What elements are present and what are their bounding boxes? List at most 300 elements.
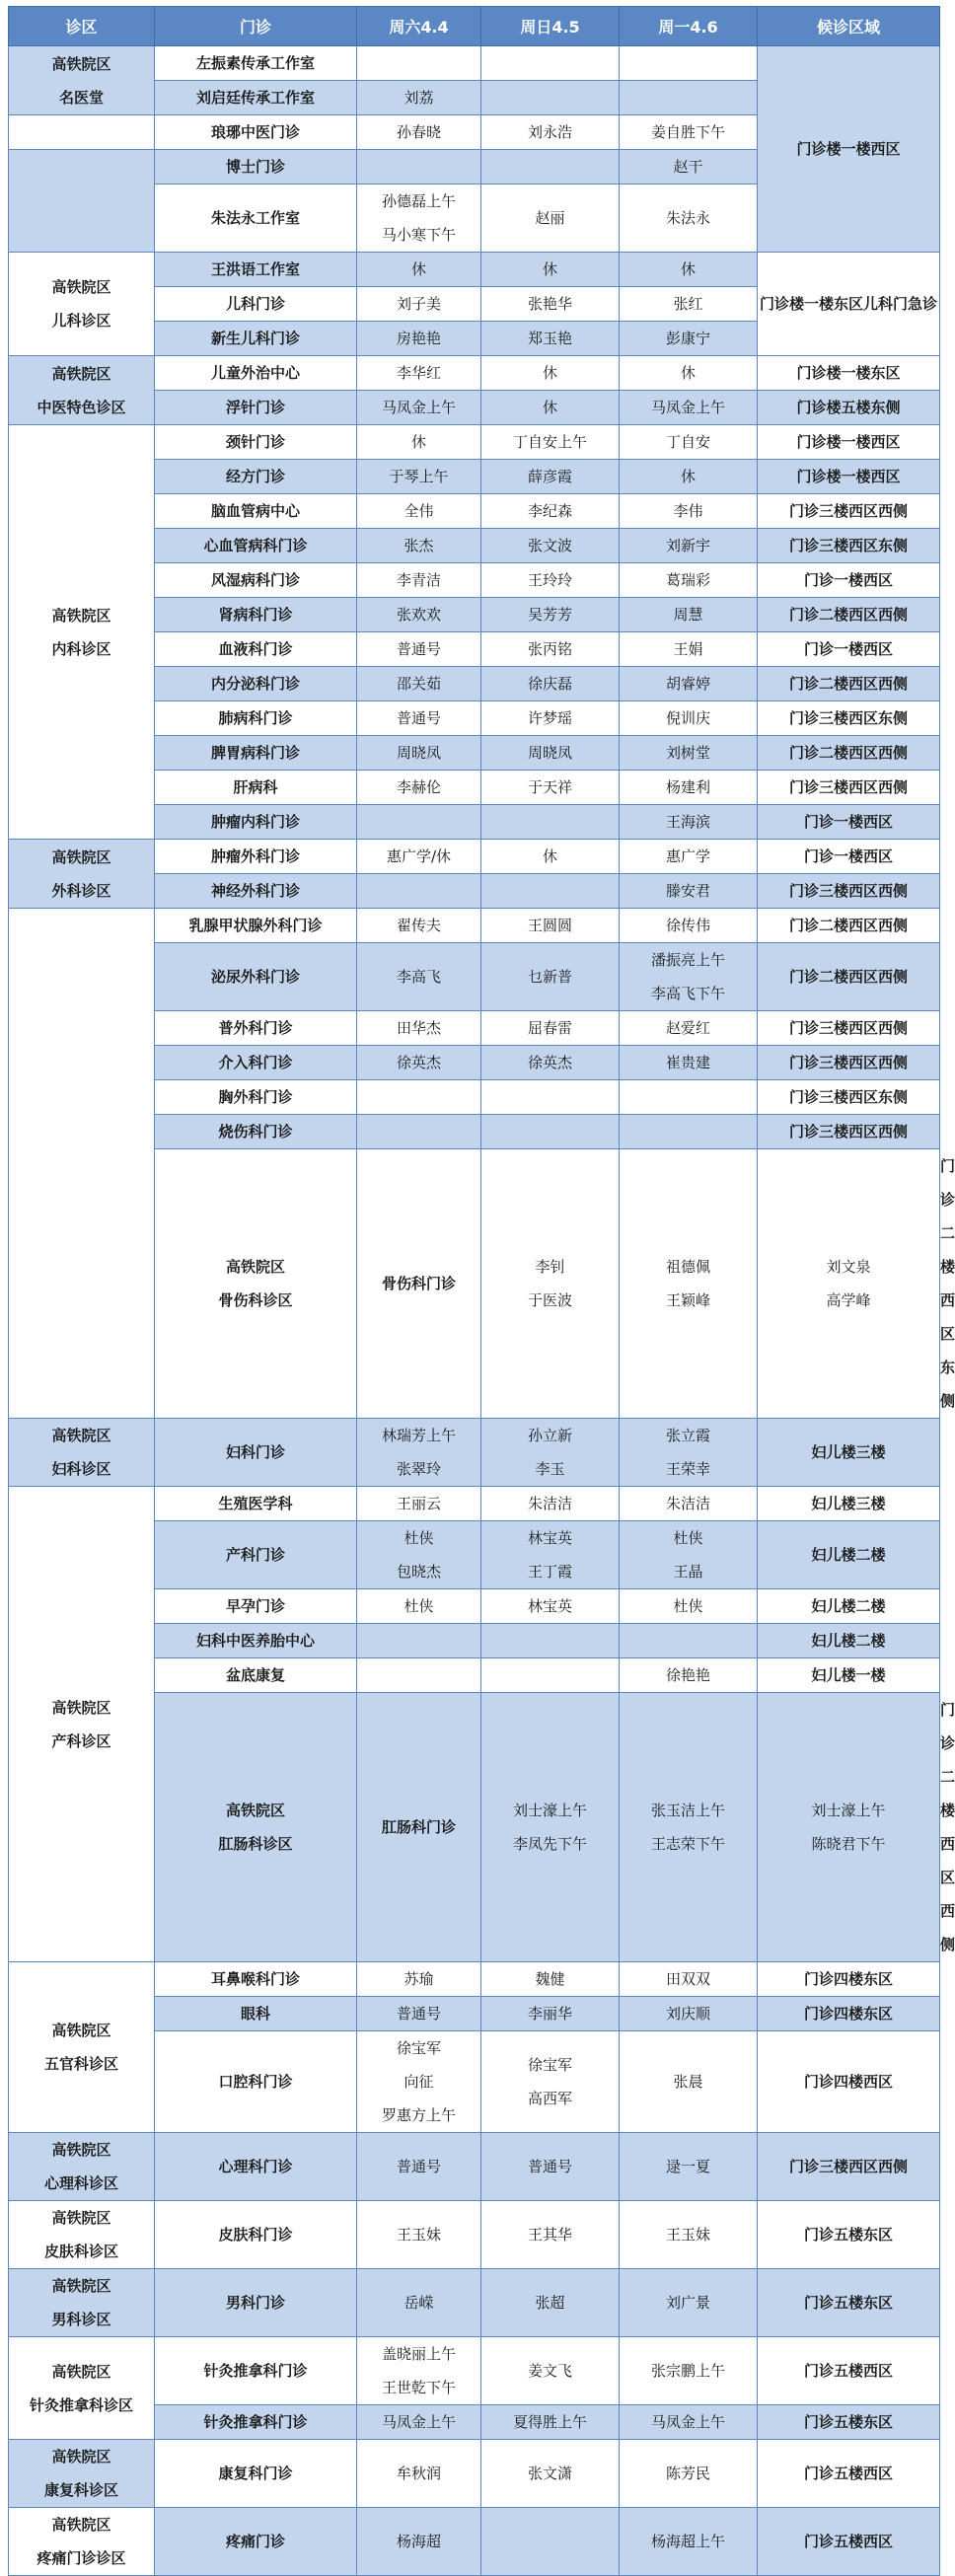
doctor-name: 林瑞芳上午 xyxy=(381,1427,456,1444)
doctor-name: 周慧 xyxy=(673,606,703,624)
table-row: 高铁院区 肛肠科诊区 肛肠科门诊 刘士濠上午 李凤先下午 张玉洁上午 王志荣下午 刘士濠上午 陈晓君下午 门诊二楼西区西侧 xyxy=(9,1693,940,1962)
header-mon: 周一4.6 xyxy=(620,7,758,46)
sat-doctor-cell xyxy=(357,1419,481,1487)
sat-doctor-cell xyxy=(357,598,481,632)
table-row xyxy=(9,2133,940,2201)
doctor-name: 马小寒下午 xyxy=(381,226,456,244)
doctor-name: 杨建利 xyxy=(665,778,710,796)
clinic-name: 针灸推拿科门诊 xyxy=(155,2337,357,2405)
waiting-area-cell: 门诊四楼西区 xyxy=(758,2031,940,2133)
waiting-area-cell: 门诊二楼西区西侧 xyxy=(758,943,940,1011)
doctor-name: 马凤金上午 xyxy=(650,399,725,416)
zone-cell xyxy=(9,150,155,253)
zone-label: 骨伤科诊区 xyxy=(218,1291,293,1309)
zone-cell xyxy=(9,46,155,115)
doctor-name: 徐英杰 xyxy=(396,1054,441,1071)
doctor-name: 张红 xyxy=(673,295,703,313)
doctor-name: 李伟 xyxy=(673,502,703,520)
table-row xyxy=(9,909,940,943)
table-row xyxy=(9,1419,940,1487)
zone-label: 产科诊区 xyxy=(51,1731,111,1750)
doctor-name: 王玉妹 xyxy=(665,2226,710,2244)
doctor-name: 刘士濠上午 xyxy=(811,1802,886,1819)
zone-cell xyxy=(9,1419,155,1487)
clinic-name: 肿瘤外科门诊 xyxy=(155,840,357,874)
doctor-name: 休 xyxy=(680,364,696,382)
doctor-name: 夏得胜上午 xyxy=(512,2413,587,2431)
clinic-name: 疼痛门诊 xyxy=(155,2508,357,2576)
mon-doctor-cell xyxy=(620,2133,758,2201)
sat-doctor-cell xyxy=(357,1624,481,1658)
doctor-name xyxy=(481,874,619,908)
mon-doctor-cell xyxy=(620,356,758,391)
doctor-name: 李高飞 xyxy=(396,968,441,986)
waiting-area-cell: 门诊楼一楼西区 xyxy=(758,46,940,253)
sun-doctor-cell xyxy=(481,2269,620,2337)
doctor-name: 王荣幸 xyxy=(665,1460,710,1478)
sun-doctor-cell xyxy=(481,701,620,736)
mon-doctor-cell xyxy=(620,425,758,460)
sat-doctor-cell xyxy=(357,771,481,805)
sat-doctor-cell xyxy=(357,460,481,494)
zone-label: 内科诊区 xyxy=(51,639,111,658)
doctor-name: 杨海超上午 xyxy=(650,2533,725,2550)
zone-label xyxy=(9,115,154,149)
doctor-name: 休 xyxy=(542,847,557,865)
sat-doctor-cell xyxy=(357,391,481,425)
sun-doctor-cell xyxy=(481,736,620,771)
sun-doctor-cell xyxy=(481,1658,620,1693)
sat-doctor-cell xyxy=(357,1080,481,1115)
doctor-name: 张玉洁上午 xyxy=(650,1802,725,1819)
clinic-name: 妇科门诊 xyxy=(155,1419,357,1487)
sat-doctor-cell xyxy=(357,115,481,150)
doctor-name: 孙德磊上午 xyxy=(381,192,456,210)
zone-label: 儿科诊区 xyxy=(51,312,111,330)
table-row xyxy=(9,2440,940,2508)
doctor-name: 田双双 xyxy=(665,1970,710,1988)
zone-label: 高铁院区 xyxy=(51,2448,111,2466)
sun-doctor-cell xyxy=(481,909,620,943)
zone-cell xyxy=(9,253,155,356)
zone-label: 高铁院区 xyxy=(51,847,111,866)
zone-label: 康复科诊区 xyxy=(43,2481,118,2499)
mon-doctor-cell xyxy=(620,1419,758,1487)
doctor-name: 逯一夏 xyxy=(665,2158,710,2175)
sun-doctor-cell xyxy=(481,1115,620,1149)
zone-cell xyxy=(9,2269,155,2337)
zone-label: 皮肤科诊区 xyxy=(43,2243,118,2260)
zone-label: 名医堂 xyxy=(58,88,104,107)
mon-doctor-cell xyxy=(620,1080,758,1115)
waiting-area-cell: 门诊一楼西区 xyxy=(758,632,940,667)
doctor-name xyxy=(481,81,619,114)
sun-doctor-cell xyxy=(481,2508,620,2576)
sat-doctor-cell xyxy=(357,1011,481,1046)
clinic-name: 肿瘤内科门诊 xyxy=(155,805,357,840)
header-zone: 诊区 xyxy=(9,7,155,46)
clinic-name: 肛肠科门诊 xyxy=(357,1693,481,1962)
sun-doctor-cell xyxy=(481,425,620,460)
doctor-name: 乜新普 xyxy=(527,968,572,986)
doctor-name: 郑玉艳 xyxy=(527,330,572,347)
mon-doctor-cell xyxy=(620,840,758,874)
waiting-area-cell: 门诊四楼东区 xyxy=(758,1962,940,1997)
doctor-name: 赵干 xyxy=(673,158,703,176)
waiting-area-cell: 门诊一楼西区 xyxy=(758,840,940,874)
doctor-name: 林宝英 xyxy=(527,1529,572,1547)
waiting-area-cell: 门诊三楼西区西侧 xyxy=(758,494,940,529)
doctor-name xyxy=(357,150,480,184)
doctor-name: 盖晓丽上午 xyxy=(381,2345,456,2363)
mon-doctor-cell xyxy=(620,494,758,529)
sat-doctor-cell xyxy=(357,150,481,184)
doctor-name: 马凤金上午 xyxy=(650,2413,725,2431)
sat-doctor-cell xyxy=(357,2440,481,2508)
doctor-name: 张晨 xyxy=(673,2073,703,2091)
doctor-name: 休 xyxy=(542,364,557,382)
waiting-area-cell: 门诊三楼西区东侧 xyxy=(758,1080,940,1115)
table-row xyxy=(9,2201,940,2269)
doctor-name: 刘文泉 xyxy=(826,1258,871,1276)
table-row xyxy=(9,2337,940,2405)
mon-doctor-cell xyxy=(620,1658,758,1693)
sun-doctor-cell xyxy=(481,2031,620,2133)
table-row xyxy=(9,425,940,460)
doctor-name xyxy=(481,150,619,184)
doctor-name xyxy=(481,1658,619,1692)
doctor-name: 王颖峰 xyxy=(665,1291,710,1309)
zone-cell xyxy=(9,2201,155,2269)
sat-doctor-cell xyxy=(357,46,481,81)
doctor-name xyxy=(620,1624,757,1657)
mon-doctor-cell xyxy=(620,184,758,253)
table-row: 高铁院区 骨伤科诊区 骨伤科门诊 李钊 于医波 祖德佩 王颖峰 刘文泉 高学峰 门诊二楼西区东侧 xyxy=(9,1149,940,1419)
doctor-name: 惠广学 xyxy=(665,847,710,865)
clinic-name: 儿童外治中心 xyxy=(155,356,357,391)
doctor-name: 崔贵建 xyxy=(665,1054,710,1071)
sat-doctor-cell xyxy=(357,2031,481,2133)
doctor-name: 牟秋润 xyxy=(396,2465,441,2482)
doctor-name xyxy=(481,46,619,80)
doctor-name: 王娟 xyxy=(673,640,703,658)
doctor-name xyxy=(357,46,480,80)
zone-cell xyxy=(9,115,155,150)
clinic-name: 左振素传承工作室 xyxy=(155,46,357,81)
doctor-name: 休 xyxy=(542,399,557,416)
waiting-area-cell: 妇儿楼二楼 xyxy=(758,1521,940,1589)
mon-doctor-cell xyxy=(620,150,758,184)
zone-label: 五官科诊区 xyxy=(43,2055,118,2073)
clinic-name: 琅琊中医门诊 xyxy=(155,115,357,150)
doctor-name: 徐艳艳 xyxy=(665,1666,710,1684)
mon-doctor-cell xyxy=(620,1589,758,1624)
sat-doctor-cell xyxy=(357,1658,481,1693)
clinic-name: 脑血管病中心 xyxy=(155,494,357,529)
doctor-name: 惠广学/休 xyxy=(386,847,452,865)
doctor-name: 姜文飞 xyxy=(527,2362,572,2380)
sun-doctor-cell xyxy=(481,563,620,598)
mon-doctor-cell xyxy=(620,701,758,736)
doctor-name: 徐英杰 xyxy=(527,1054,572,1071)
waiting-area-cell: 门诊三楼西区西侧 xyxy=(758,1011,940,1046)
clinic-name: 经方门诊 xyxy=(155,460,357,494)
doctor-name: 杜侠 xyxy=(404,1529,434,1547)
zone-cell xyxy=(9,1962,155,2133)
doctor-name: 林宝英 xyxy=(527,1597,572,1615)
doctor-name: 李玉 xyxy=(535,1460,565,1478)
sat-doctor-cell xyxy=(357,2133,481,2201)
doctor-name: 赵爱红 xyxy=(665,1019,710,1037)
doctor-name: 王晶 xyxy=(673,1563,703,1581)
sat-doctor-cell xyxy=(357,1115,481,1149)
zone-label: 高铁院区 xyxy=(225,1802,285,1819)
clinic-name: 刘启廷传承工作室 xyxy=(155,81,357,115)
doctor-name: 张翠玲 xyxy=(396,1460,441,1478)
doctor-name: 张超 xyxy=(535,2294,565,2312)
doctor-name: 祖德佩 xyxy=(665,1258,710,1276)
waiting-area-cell: 门诊四楼东区 xyxy=(758,1997,940,2031)
doctor-name: 李赫伦 xyxy=(396,778,441,796)
zone-label xyxy=(9,184,154,218)
sat-doctor-cell xyxy=(357,632,481,667)
sat-doctor-cell xyxy=(357,1521,481,1589)
mon-doctor-cell xyxy=(620,81,758,115)
clinic-name: 心理科门诊 xyxy=(155,2133,357,2201)
zone-label: 外科诊区 xyxy=(51,881,111,900)
mon-doctor-cell xyxy=(620,1962,758,1997)
doctor-name: 李丽华 xyxy=(527,2005,572,2023)
waiting-area-cell: 门诊二楼西区西侧 xyxy=(758,736,940,771)
sat-doctor-cell xyxy=(357,529,481,563)
waiting-area-cell: 门诊五楼西区 xyxy=(758,2508,940,2576)
table-row xyxy=(9,840,940,874)
doctor-name: 徐宝军 xyxy=(396,2039,441,2057)
mon-doctor-cell xyxy=(620,2440,758,2508)
sat-doctor-cell xyxy=(357,356,481,391)
sun-doctor-cell xyxy=(481,1419,620,1487)
mon-doctor-cell xyxy=(620,1115,758,1149)
sat-doctor-cell xyxy=(357,909,481,943)
doctor-name: 王志荣下午 xyxy=(650,1835,725,1853)
clinic-schedule-table xyxy=(8,6,955,2576)
waiting-area-cell: 门诊楼五楼东侧 xyxy=(758,391,940,425)
sun-doctor-cell xyxy=(481,391,620,425)
doctor-name xyxy=(481,805,619,839)
sat-doctor-cell xyxy=(357,943,481,1011)
doctor-name: 房艳艳 xyxy=(396,330,441,347)
doctor-name: 普通号 xyxy=(396,2158,441,2175)
clinic-name: 产科门诊 xyxy=(155,1521,357,1589)
clinic-name: 神经外科门诊 xyxy=(155,874,357,909)
waiting-area-cell: 妇儿楼二楼 xyxy=(758,1624,940,1658)
doctor-name: 陈芳民 xyxy=(665,2465,710,2482)
mon-doctor-cell xyxy=(620,2508,758,2576)
zone-label: 高铁院区 xyxy=(51,364,111,383)
doctor-name xyxy=(620,46,757,80)
clinic-name: 肝病科 xyxy=(155,771,357,805)
doctor-name: 孙春晓 xyxy=(396,123,441,141)
doctor-name: 刘子美 xyxy=(396,295,441,313)
sat-doctor-cell xyxy=(357,1962,481,1997)
doctor-name: 马凤金上午 xyxy=(381,399,456,416)
waiting-area-cell: 门诊一楼西区 xyxy=(758,805,940,840)
doctor-name: 刘新宇 xyxy=(665,537,710,554)
doctor-name: 刘士濠上午 xyxy=(512,1802,587,1819)
doctor-name: 杨海超 xyxy=(396,2533,441,2550)
sun-doctor-cell xyxy=(481,287,620,322)
doctor-name: 刘广景 xyxy=(665,2294,710,2312)
zone-label: 高铁院区 xyxy=(51,2277,111,2295)
clinic-name: 骨伤科门诊 xyxy=(357,1149,481,1419)
clinic-name: 耳鼻喉科门诊 xyxy=(155,1962,357,1997)
sat-doctor-cell xyxy=(357,1997,481,2031)
clinic-name: 针灸推拿科门诊 xyxy=(155,2405,357,2440)
doctor-name: 李凤先下午 xyxy=(512,1835,587,1853)
sat-doctor-cell xyxy=(357,81,481,115)
header-sun: 周日4.5 xyxy=(481,7,620,46)
sat-doctor-cell xyxy=(357,184,481,253)
zone-label: 高铁院区 xyxy=(225,1258,285,1276)
clinic-name: 生殖医学科 xyxy=(155,1487,357,1521)
mon-doctor-cell xyxy=(620,909,758,943)
clinic-name: 烧伤科门诊 xyxy=(155,1115,357,1149)
sun-doctor-cell xyxy=(481,2337,620,2405)
sat-doctor-cell xyxy=(481,1693,620,1962)
schedule-container xyxy=(8,6,955,2576)
sun-doctor-cell xyxy=(481,356,620,391)
doctor-name: 于天祥 xyxy=(527,778,572,796)
doctor-name: 张文潇 xyxy=(527,2465,572,2482)
clinic-name: 血液科门诊 xyxy=(155,632,357,667)
doctor-name: 丁自安上午 xyxy=(512,433,587,451)
zone-cell xyxy=(9,840,155,909)
doctor-name: 刘庆顺 xyxy=(665,2005,710,2023)
sun-doctor-cell xyxy=(481,115,620,150)
clinic-name: 浮针门诊 xyxy=(155,391,357,425)
sun-doctor-cell xyxy=(481,874,620,909)
zone-cell xyxy=(9,2508,155,2576)
doctor-name: 杜侠 xyxy=(673,1529,703,1547)
zone-label: 高铁院区 xyxy=(51,54,111,73)
clinic-name: 康复科门诊 xyxy=(155,2440,357,2508)
waiting-area-cell: 门诊三楼西区西侧 xyxy=(758,2133,940,2201)
mon-doctor-cell xyxy=(758,1693,940,1962)
doctor-name: 李纪森 xyxy=(527,502,572,520)
doctor-name: 张杰 xyxy=(404,537,434,554)
doctor-name: 王丽云 xyxy=(396,1495,441,1512)
doctor-name: 休 xyxy=(542,260,557,278)
mon-doctor-cell xyxy=(620,2337,758,2405)
mon-doctor-cell xyxy=(620,736,758,771)
sun-doctor-cell xyxy=(481,2440,620,2508)
clinic-name: 脾胃病科门诊 xyxy=(155,736,357,771)
doctor-name: 王世乾下午 xyxy=(381,2379,456,2396)
doctor-name xyxy=(481,1115,619,1148)
zone-label: 男科诊区 xyxy=(51,2311,111,2328)
mon-doctor-cell xyxy=(620,322,758,356)
sat-doctor-cell xyxy=(357,2337,481,2405)
doctor-name: 高学峰 xyxy=(826,1291,871,1309)
mon-doctor-cell xyxy=(620,2405,758,2440)
doctor-name: 休 xyxy=(410,433,426,451)
sat-doctor-cell xyxy=(357,2405,481,2440)
zone-label: 高铁院区 xyxy=(51,2022,111,2039)
zone-cell xyxy=(9,909,155,1419)
doctor-name: 苏瑜 xyxy=(404,1970,434,1988)
doctor-name: 李钊 xyxy=(535,1258,565,1276)
zone-label: 妇科诊区 xyxy=(51,1460,111,1478)
waiting-area-cell: 门诊三楼西区西侧 xyxy=(758,1046,940,1080)
mon-doctor-cell xyxy=(620,1521,758,1589)
doctor-name: 休 xyxy=(680,260,696,278)
mon-doctor-cell xyxy=(620,632,758,667)
sun-doctor-cell xyxy=(481,529,620,563)
doctor-name xyxy=(620,1080,757,1114)
clinic-name: 泌尿外科门诊 xyxy=(155,943,357,1011)
doctor-name: 葛瑞彩 xyxy=(665,571,710,589)
doctor-name: 马凤金上午 xyxy=(381,2413,456,2431)
sun-doctor-cell xyxy=(481,2201,620,2269)
sun-doctor-cell xyxy=(481,1962,620,1997)
sun-doctor-cell xyxy=(481,184,620,253)
doctor-name xyxy=(357,874,480,908)
sun-doctor-cell xyxy=(481,150,620,184)
waiting-area-cell: 门诊一楼西区 xyxy=(758,563,940,598)
doctor-name: 王其华 xyxy=(527,2226,572,2244)
doctor-name xyxy=(357,1658,480,1692)
doctor-name: 张丙铭 xyxy=(527,640,572,658)
table-header xyxy=(9,7,940,46)
clinic-name: 胸外科门诊 xyxy=(155,1080,357,1115)
sun-doctor-cell xyxy=(481,632,620,667)
sun-doctor-cell xyxy=(481,1011,620,1046)
clinic-name: 儿科门诊 xyxy=(155,287,357,322)
zone-cell xyxy=(9,1487,155,1962)
doctor-name: 周晓凤 xyxy=(396,744,441,762)
clinic-name: 内分泌科门诊 xyxy=(155,667,357,701)
zone-label: 中医特色诊区 xyxy=(37,398,126,416)
sun-doctor-cell xyxy=(481,1080,620,1115)
doctor-name: 徐传伟 xyxy=(665,917,710,934)
table-body xyxy=(9,46,955,2576)
waiting-area-cell: 门诊三楼西区西侧 xyxy=(758,771,940,805)
doctor-name: 薛彦霞 xyxy=(527,468,572,485)
zone-label: 高铁院区 xyxy=(51,2516,111,2534)
zone-label: 高铁院区 xyxy=(51,278,111,296)
sat-doctor-cell xyxy=(357,701,481,736)
zone-label: 高铁院区 xyxy=(51,606,111,625)
sun-doctor-cell xyxy=(481,1624,620,1658)
doctor-name: 张立霞 xyxy=(665,1427,710,1444)
doctor-name: 刘荔 xyxy=(404,89,434,107)
zone-cell xyxy=(9,356,155,425)
table-row xyxy=(9,46,940,81)
sat-doctor-cell xyxy=(357,874,481,909)
waiting-area-cell: 门诊五楼东区 xyxy=(758,2201,940,2269)
doctor-name xyxy=(357,1115,480,1148)
sun-doctor-cell xyxy=(481,805,620,840)
table-row xyxy=(9,1487,940,1521)
doctor-name: 田华杰 xyxy=(396,1019,441,1037)
waiting-area-cell: 门诊楼一楼西区 xyxy=(758,460,940,494)
sat-doctor-cell xyxy=(357,1487,481,1521)
clinic-name: 口腔科门诊 xyxy=(155,2031,357,2133)
mon-doctor-cell xyxy=(620,2031,758,2133)
table-row xyxy=(9,253,940,287)
doctor-name: 周晓凤 xyxy=(527,744,572,762)
sat-doctor-cell xyxy=(357,287,481,322)
